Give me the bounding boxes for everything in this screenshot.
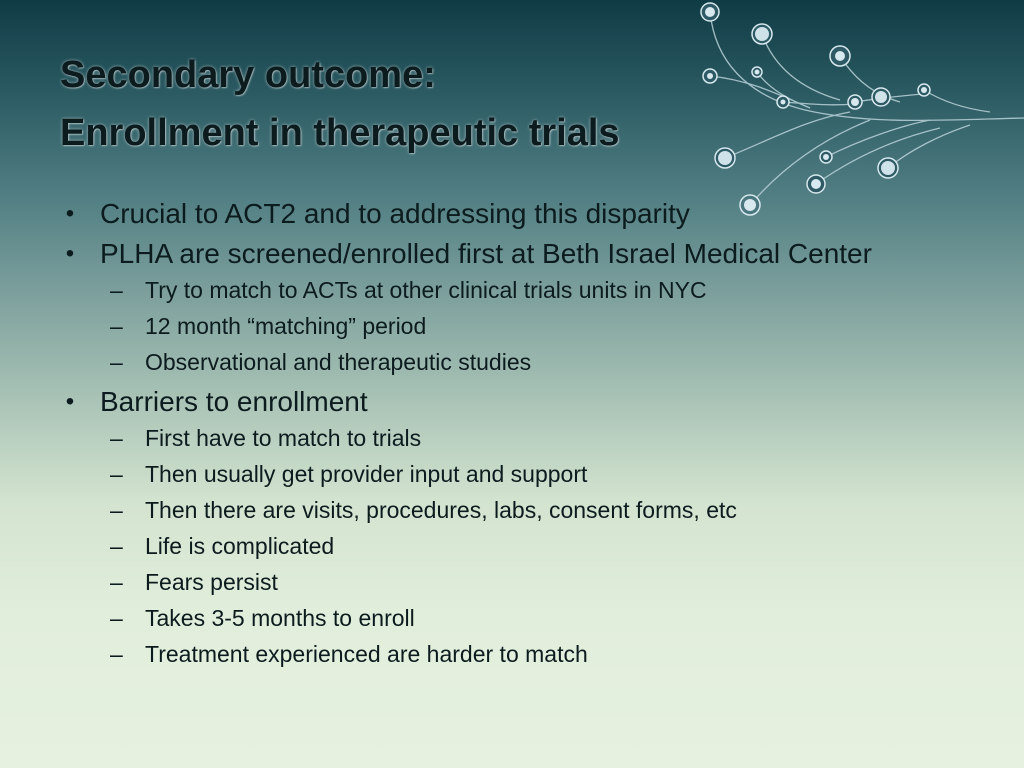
bullet-icon: • — [65, 388, 75, 415]
slide-title — [60, 46, 620, 162]
dash-icon: – — [110, 425, 123, 451]
sub-bullet-item — [100, 528, 960, 564]
dash-icon: – — [110, 605, 123, 631]
slide-content — [60, 196, 960, 676]
sub-bullet-text: Takes 3-5 months to enroll — [145, 605, 415, 631]
sub-bullet-item — [100, 344, 960, 380]
bullet-list — [60, 196, 960, 672]
dash-icon: – — [110, 569, 123, 595]
sub-bullet-item — [100, 492, 960, 528]
title-line-2: Enrollment in therapeutic trials — [60, 112, 620, 154]
ornament-circles — [701, 3, 930, 215]
bullet-icon: • — [65, 240, 75, 267]
bullet-text: Barriers to enrollment — [100, 386, 368, 417]
sub-bullet-text: First have to match to trials — [145, 425, 422, 451]
sub-bullet-item — [100, 308, 960, 344]
dash-icon: – — [110, 313, 123, 339]
sub-bullet-text: Observational and therapeutic studies — [145, 349, 532, 375]
sub-bullet-list — [100, 420, 960, 672]
bullet-text: PLHA are screened/enrolled first at Beth Israel Medical Center — [100, 238, 872, 269]
sub-bullet-text: Then usually get provider input and support — [145, 461, 588, 487]
sub-bullet-list — [100, 272, 960, 380]
sub-bullet-text: Life is complicated — [145, 533, 335, 559]
dash-icon: – — [110, 461, 123, 487]
sub-bullet-text: Fears persist — [145, 569, 278, 595]
dash-icon: – — [110, 349, 123, 375]
dash-icon: – — [110, 497, 123, 523]
bullet-item — [60, 236, 960, 380]
sub-bullet-item — [100, 456, 960, 492]
sub-bullet-text: Treatment experienced are harder to match — [145, 641, 588, 667]
dash-icon: – — [110, 277, 123, 303]
sub-bullet-item — [100, 564, 960, 600]
sub-bullet-item — [100, 272, 960, 308]
sub-bullet-item — [100, 600, 960, 636]
sub-bullet-text: Try to match to ACTs at other clinical trials units in NYC — [145, 277, 707, 303]
bullet-item — [60, 384, 960, 672]
bullet-text: Crucial to ACT2 and to addressing this disparity — [100, 198, 690, 229]
bullet-icon: • — [65, 200, 75, 227]
dash-icon: – — [110, 533, 123, 559]
bullet-item — [60, 196, 960, 232]
sub-bullet-item — [100, 420, 960, 456]
sub-bullet-text: 12 month “matching” period — [145, 313, 427, 339]
title-line-1: Secondary outcome: — [60, 54, 436, 96]
sub-bullet-item — [100, 636, 960, 672]
sub-bullet-text: Then there are visits, procedures, labs, consent forms, etc — [145, 497, 737, 523]
dash-icon: – — [110, 641, 123, 667]
